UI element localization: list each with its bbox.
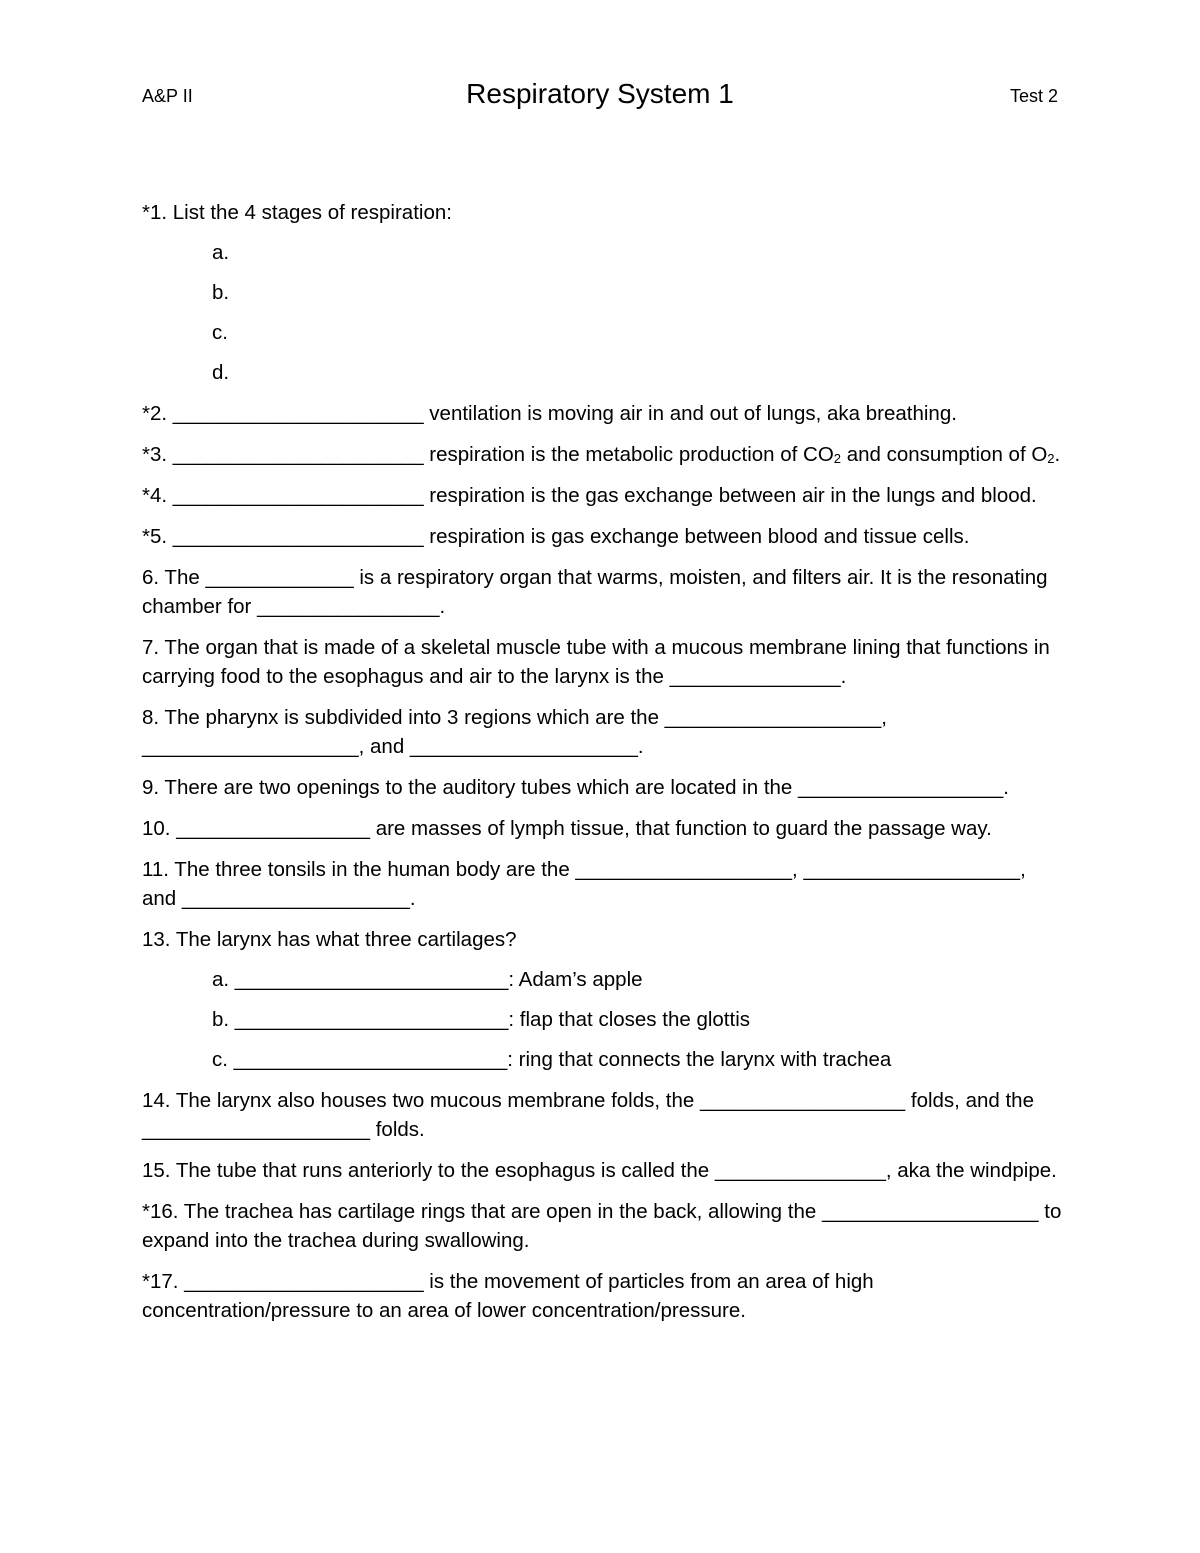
question-11: 11. The three tonsils in the human body are the ___________________, ___________________, and ____________________. <box>142 858 1026 910</box>
question-5: *5. ______________________ respiration is gas exchange between blood and tissue cells. <box>142 525 970 548</box>
question-17: *17. _____________________ is the movement of particles from an area of high concentration/pressure to an area of lower concentration/pressure. <box>142 1270 874 1322</box>
question-3-text-start: *3. ______________________ respiration is the metabolic production of CO <box>142 443 834 466</box>
question-1: *1. List the 4 stages of respiration: <box>142 201 452 224</box>
question-16: *16. The trachea has cartilage rings that are open in the back, allowing the ___________________ to expand into the trachea during swallowing. <box>142 1200 1062 1252</box>
question-13-option-c: c. ________________________: ring that connects the larynx with trachea <box>212 1048 892 1071</box>
question-1-option-c: c. <box>212 321 228 344</box>
page-header <box>142 78 1058 118</box>
question-3-subscript-co2: 2 <box>833 451 842 466</box>
question-3-text-middle: and consumption of O <box>841 443 1048 466</box>
question-1-option-a: a. <box>212 241 230 264</box>
question-2: *2. ______________________ ventilation is moving air in and out of lungs, aka breathing. <box>142 402 957 425</box>
question-13: 13. The larynx has what three cartilages? <box>142 928 517 951</box>
question-6: 6. The _____________ is a respiratory organ that warms, moisten, and filters air. It is the resonating chamber for ________________. <box>142 566 1048 618</box>
question-list <box>142 198 1062 1337</box>
question-8: 8. The pharynx is subdivided into 3 regions which are the ___________________, ___________________, and ____________________. <box>142 706 887 758</box>
question-13-options <box>142 965 1062 1074</box>
question-3-text-end: . <box>1054 443 1061 466</box>
question-15: 15. The tube that runs anteriorly to the esophagus is called the _______________, aka the windpipe. <box>142 1159 1057 1182</box>
question-1-option-b: b. <box>212 281 230 304</box>
question-13-option-b: b. ________________________: flap that closes the glottis <box>212 1008 750 1031</box>
question-3 <box>142 440 1062 469</box>
question-7: 7. The organ that is made of a skeletal muscle tube with a mucous membrane lining that functions in carrying food to the esophagus and air to the larynx is the _______________. <box>142 636 1050 688</box>
page-title: Respiratory System 1 <box>466 78 734 109</box>
question-1-option-d: d. <box>212 361 230 384</box>
question-4: *4. ______________________ respiration is the gas exchange between air in the lungs and blood. <box>142 484 1037 507</box>
question-13-option-a: a. ________________________: Adam’s apple <box>212 968 643 991</box>
course-label: A&P II <box>142 86 193 106</box>
question-3-subscript-o2: 2 <box>1047 451 1055 466</box>
test-label: Test 2 <box>1009 86 1058 106</box>
question-1-options <box>142 238 1062 387</box>
question-10: 10. _________________ are masses of lymph tissue, that function to guard the passage way. <box>142 817 992 840</box>
question-9: 9. There are two openings to the auditory tubes which are located in the __________________. <box>142 776 1009 799</box>
question-14: 14. The larynx also houses two mucous membrane folds, the __________________ folds, and the ____________________ folds. <box>142 1089 1034 1141</box>
